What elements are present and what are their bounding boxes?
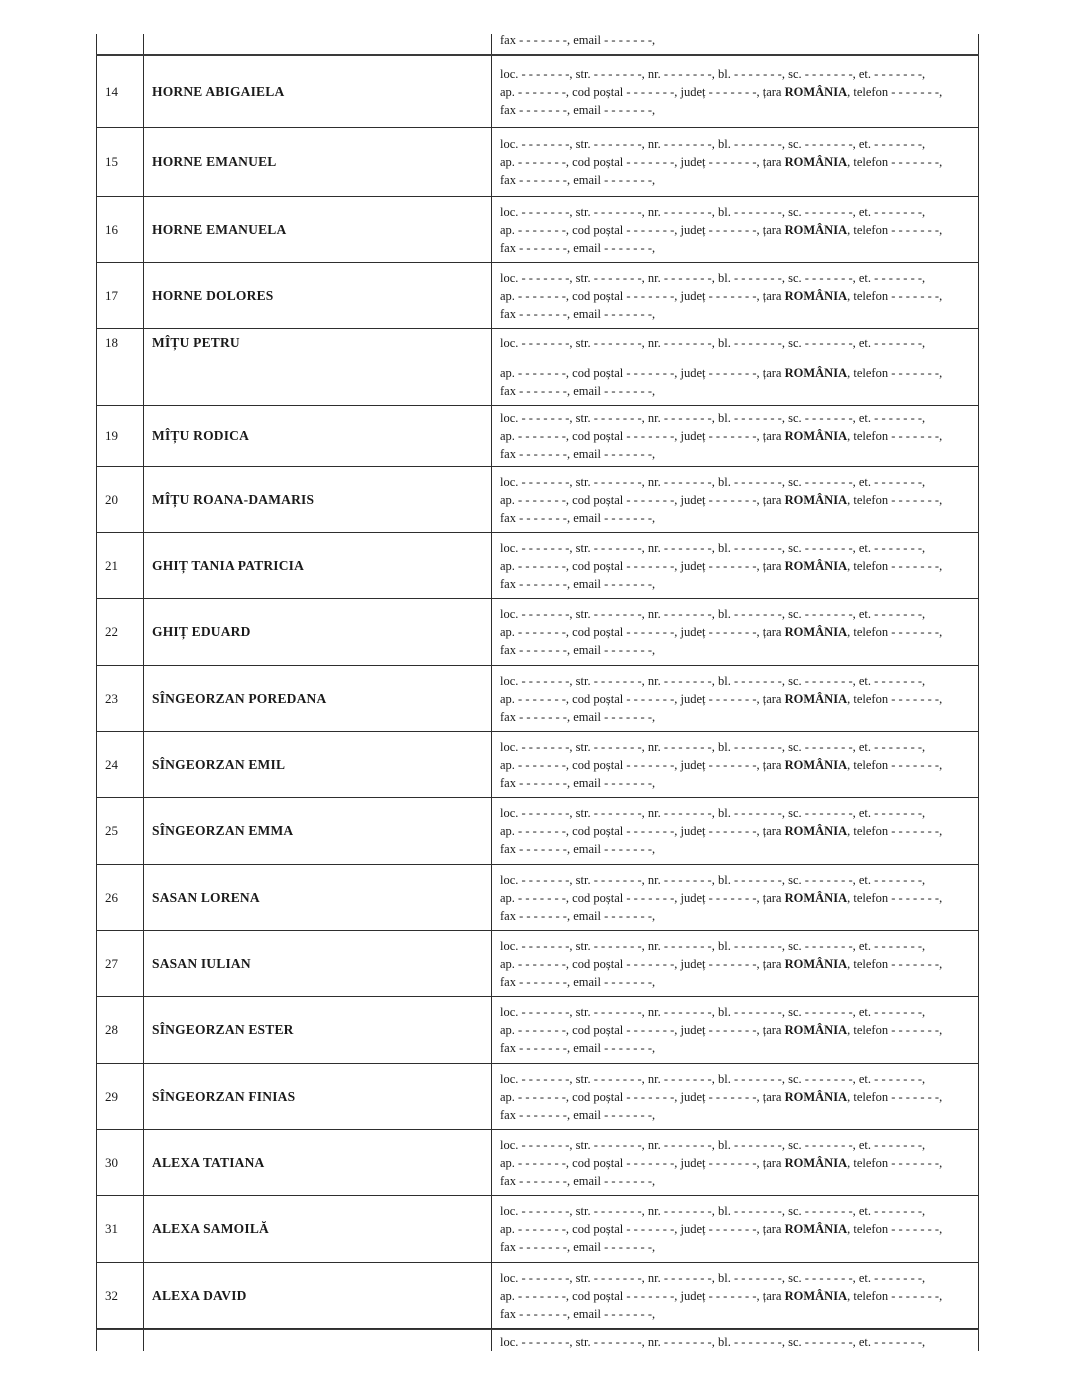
- address-line-3: fax - - - - - - -, email - - - - - - -,: [500, 102, 656, 117]
- country-label: ROMÂNIA: [784, 757, 848, 772]
- address-line-2-suffix: , telefon - - - - - - -,: [847, 84, 943, 99]
- address-line-2: [500, 427, 974, 445]
- person-name-cell: [144, 865, 492, 930]
- row-number-cell: [96, 329, 144, 405]
- address-line-2-suffix: , telefon - - - - - - -,: [847, 757, 943, 772]
- row-number-cell: [96, 197, 144, 262]
- country-label: ROMÂNIA: [784, 824, 848, 838]
- address-line-2: [500, 557, 974, 575]
- address-line-1: loc. - - - - - - -, str. - - - - - - -, nr. - - - - - - -, bl. - - - - - - -, sc. - - - - - - -, et. - - - - - - -,: [500, 540, 926, 555]
- address-line-1: loc. - - - - - - -, str. - - - - - - -, nr. - - - - - - -, bl. - - - - - - -, sc. - - - - - - -, et. - - - - - - -,: [500, 1204, 926, 1218]
- address-cell: [492, 34, 979, 54]
- address-line-1: loc. - - - - - - -, str. - - - - - - -, nr. - - - - - - -, bl. - - - - - - -, sc. - - - - - - -, et. - - - - - - -,: [500, 270, 926, 285]
- row-number: 30: [105, 1154, 118, 1170]
- address-line-2-prefix: ap. - - - - - - -, cod poștal - - - - - - -, județ - - - - - - -, țara: [500, 757, 785, 772]
- person-name-cell: [144, 263, 492, 328]
- address-line-2-suffix: , telefon - - - - - - -,: [847, 1155, 943, 1170]
- row-number-cell: [96, 34, 144, 54]
- address-line-2-prefix: ap. - - - - - - -, cod poștal - - - - - - -, județ - - - - - - -, țara: [500, 155, 785, 169]
- row-number: 26: [105, 889, 118, 905]
- person-name: SÎNGEORZAN EMMA: [152, 823, 294, 838]
- person-name-cell: [144, 599, 492, 665]
- row-number: 24: [105, 756, 118, 772]
- address-cell: [492, 1263, 979, 1328]
- address-cell: [492, 931, 979, 996]
- address-cell: [492, 263, 979, 328]
- country-label: ROMÂNIA: [784, 288, 848, 303]
- address-cell: [492, 798, 979, 864]
- table-row: [96, 666, 979, 732]
- address-line-2: [500, 364, 974, 382]
- address-line-2-prefix: ap. - - - - - - -, cod poștal - - - - - - -, județ - - - - - - -, țara: [500, 366, 785, 380]
- person-name-cell: [144, 1263, 492, 1328]
- address-line-2-suffix: , telefon - - - - - - -,: [847, 366, 943, 380]
- address-line-2: [500, 889, 974, 907]
- address-line-2-suffix: , telefon - - - - - - -,: [847, 429, 943, 443]
- address-cell: [492, 732, 979, 797]
- row-number: 20: [105, 491, 118, 507]
- address-line-2: [500, 1154, 974, 1172]
- row-number-cell: [96, 1330, 144, 1351]
- table-row: [96, 128, 979, 197]
- row-number: 29: [105, 1088, 118, 1104]
- person-name: HORNE ABIGAIELA: [152, 83, 285, 99]
- country-label: ROMÂNIA: [784, 890, 848, 905]
- address-line-3: fax - - - - - - -, email - - - - - - -,: [500, 643, 656, 657]
- table-row: [96, 263, 979, 329]
- address-line-2-suffix: , telefon - - - - - - -,: [847, 222, 943, 237]
- address-line-1: loc. - - - - - - -, str. - - - - - - -, nr. - - - - - - -, bl. - - - - - - -, sc. - - - - - - -, et. - - - - - - -,: [500, 806, 926, 820]
- person-name: HORNE EMANUEL: [152, 154, 277, 169]
- country-label: ROMÂNIA: [784, 956, 848, 971]
- address-line-3: fax - - - - - - -, email - - - - - - -,: [500, 1173, 656, 1188]
- address-line-3: fax - - - - - - -, email - - - - - - -,: [500, 510, 656, 525]
- row-number-cell: [96, 1263, 144, 1328]
- person-name-cell: [144, 34, 492, 54]
- person-name-cell: [144, 1064, 492, 1129]
- address-cell: [492, 865, 979, 930]
- row-number-cell: [96, 1196, 144, 1262]
- address-line-1: loc. - - - - - - -, str. - - - - - - -, nr. - - - - - - -, bl. - - - - - - -, sc. - - - - - - -, et. - - - - - - -,: [500, 411, 926, 425]
- person-name: MÎȚU RODICA: [152, 428, 250, 443]
- person-name: HORNE DOLORES: [152, 287, 274, 303]
- row-number-cell: [96, 406, 144, 466]
- row-number: 18: [105, 335, 118, 350]
- person-name: GHIȚ EDUARD: [152, 624, 251, 639]
- person-name: MÎȚU ROANA-DAMARIS: [152, 491, 315, 507]
- address-line-2-prefix: ap. - - - - - - -, cod poștal - - - - - - -, județ - - - - - - -, țara: [500, 1288, 785, 1303]
- row-number-cell: [96, 263, 144, 328]
- country-label: ROMÂNIA: [784, 366, 848, 380]
- table-row: [96, 798, 979, 865]
- country-label: ROMÂNIA: [784, 1155, 848, 1170]
- address-line-2-prefix: ap. - - - - - - -, cod poștal - - - - - - -, județ - - - - - - -, țara: [500, 1222, 785, 1236]
- person-name-cell: [144, 732, 492, 797]
- table-row: [96, 931, 979, 997]
- address-cell: [492, 56, 979, 127]
- address-line-2-suffix: , telefon - - - - - - -,: [847, 824, 943, 838]
- address-line-fax-email-clipped: fax - - - - - - -, email - - - - - - -,: [500, 34, 656, 47]
- address-line-2-suffix: , telefon - - - - - - -,: [847, 155, 943, 169]
- address-line-2: [500, 1021, 974, 1039]
- address-line-2: [500, 287, 974, 305]
- address-line-1: loc. - - - - - - -, str. - - - - - - -, nr. - - - - - - -, bl. - - - - - - -, sc. - - - - - - -, et. - - - - - - -,: [500, 1137, 926, 1152]
- address-cell: [492, 197, 979, 262]
- person-name: SÎNGEORZAN EMIL: [152, 756, 286, 772]
- row-number-cell: [96, 599, 144, 665]
- address-line-3: fax - - - - - - -, email - - - - - - -,: [500, 384, 656, 398]
- person-name-cell: [144, 197, 492, 262]
- address-line-1: loc. - - - - - - -, str. - - - - - - -, nr. - - - - - - -, bl. - - - - - - -, sc. - - - - - - -, et. - - - - - - -,: [500, 1071, 926, 1086]
- address-line-2-prefix: ap. - - - - - - -, cod poștal - - - - - - -, județ - - - - - - -, țara: [500, 222, 785, 237]
- country-label: ROMÂNIA: [784, 222, 848, 237]
- address-line-2-suffix: , telefon - - - - - - -,: [847, 558, 943, 573]
- row-number: 27: [105, 955, 118, 971]
- table-row: [96, 1196, 979, 1263]
- address-cell: [492, 1130, 979, 1195]
- address-line-2: [500, 1220, 974, 1238]
- address-line-2-prefix: ap. - - - - - - -, cod poștal - - - - - - -, județ - - - - - - -, țara: [500, 625, 785, 639]
- row-number-cell: [96, 1064, 144, 1129]
- address-line-2-suffix: , telefon - - - - - - -,: [847, 1288, 943, 1303]
- row-number-cell: [96, 931, 144, 996]
- address-line-1: loc. - - - - - - -, str. - - - - - - -, nr. - - - - - - -, bl. - - - - - - -, sc. - - - - - - -, et. - - - - - - -,: [500, 1270, 926, 1285]
- address-line-2: [500, 153, 974, 171]
- address-line-3: fax - - - - - - -, email - - - - - - -,: [500, 709, 656, 724]
- address-cell: [492, 1330, 979, 1351]
- address-line-2-prefix: ap. - - - - - - -, cod poștal - - - - - - -, județ - - - - - - -, țara: [500, 824, 785, 838]
- person-name-cell: [144, 1196, 492, 1262]
- person-name: SASAN IULIAN: [152, 955, 251, 971]
- address-line-2-prefix: ap. - - - - - - -, cod poștal - - - - - - -, județ - - - - - - -, țara: [500, 691, 785, 706]
- row-number: 15: [105, 154, 118, 169]
- person-name-cell: [144, 997, 492, 1063]
- person-name-cell: [144, 406, 492, 466]
- address-line-3: fax - - - - - - -, email - - - - - - -,: [500, 842, 656, 856]
- contact-list-table: [96, 34, 979, 1351]
- address-cell: [492, 467, 979, 532]
- address-cell: [492, 533, 979, 598]
- row-number-cell: [96, 666, 144, 731]
- row-number: 32: [105, 1287, 118, 1303]
- row-number: 23: [105, 690, 118, 706]
- address-line-2: [500, 955, 974, 973]
- person-name-cell: [144, 1130, 492, 1195]
- country-label: ROMÂNIA: [784, 84, 848, 99]
- address-line-2: [500, 756, 974, 774]
- row-number: 21: [105, 557, 118, 573]
- person-name-cell: [144, 1330, 492, 1351]
- address-line-3: fax - - - - - - -, email - - - - - - -,: [500, 908, 656, 923]
- address-line-1: loc. - - - - - - -, str. - - - - - - -, nr. - - - - - - -, bl. - - - - - - -, sc. - - - - - - -, et. - - - - - - -,: [500, 872, 926, 887]
- address-line-2-prefix: ap. - - - - - - -, cod poștal - - - - - - -, județ - - - - - - -, țara: [500, 1023, 785, 1037]
- address-line-2: [500, 221, 974, 239]
- address-line-2-prefix: ap. - - - - - - -, cod poștal - - - - - - -, județ - - - - - - -, țara: [500, 1089, 785, 1104]
- address-line-1: loc. - - - - - - -, str. - - - - - - -, nr. - - - - - - -, bl. - - - - - - -, sc. - - - - - - -, et. - - - - - - -,: [500, 137, 926, 151]
- address-line-2: [500, 1287, 974, 1305]
- address-line-2-suffix: , telefon - - - - - - -,: [847, 890, 943, 905]
- table-row: [96, 197, 979, 263]
- address-cell: [492, 406, 979, 466]
- address-line-2: [500, 822, 974, 840]
- person-name: ALEXA SAMOILĂ: [152, 1221, 269, 1236]
- table-row: [96, 599, 979, 666]
- country-label: ROMÂNIA: [784, 558, 848, 573]
- table-row: [96, 1064, 979, 1130]
- country-label: ROMÂNIA: [784, 1089, 848, 1104]
- address-line-2: [500, 623, 974, 641]
- person-name-cell: [144, 931, 492, 996]
- person-name: SÎNGEORZAN ESTER: [152, 1022, 294, 1037]
- table-row: [96, 467, 979, 533]
- address-line-3: fax - - - - - - -, email - - - - - - -,: [500, 1107, 656, 1122]
- country-label: ROMÂNIA: [784, 691, 848, 706]
- person-name-cell: [144, 56, 492, 127]
- row-number: 22: [105, 624, 118, 639]
- row-number-cell: [96, 56, 144, 127]
- address-line-1: loc. - - - - - - -, str. - - - - - - -, nr. - - - - - - -, bl. - - - - - - -, sc. - - - - - - -, et. - - - - - - -,: [500, 673, 926, 688]
- row-number: 17: [105, 287, 118, 303]
- address-line-2-prefix: ap. - - - - - - -, cod poștal - - - - - - -, județ - - - - - - -, țara: [500, 84, 785, 99]
- person-name: ALEXA TATIANA: [152, 1154, 265, 1170]
- address-line-3: fax - - - - - - -, email - - - - - - -,: [500, 974, 656, 989]
- address-line-2: [500, 1088, 974, 1106]
- address-line-2-prefix: ap. - - - - - - -, cod poștal - - - - - - -, județ - - - - - - -, țara: [500, 558, 785, 573]
- address-line-3: fax - - - - - - -, email - - - - - - -,: [500, 775, 656, 790]
- person-name-cell: [144, 329, 492, 405]
- row-number-cell: [96, 533, 144, 598]
- table-row: [96, 732, 979, 798]
- table-row: [96, 865, 979, 931]
- address-line-2-prefix: ap. - - - - - - -, cod poștal - - - - - - -, județ - - - - - - -, țara: [500, 492, 785, 507]
- country-label: ROMÂNIA: [784, 1222, 848, 1236]
- table-rows: [96, 56, 979, 1329]
- address-line-3: fax - - - - - - -, email - - - - - - -,: [500, 447, 656, 461]
- address-line-2: [500, 491, 974, 509]
- address-line-1: loc. - - - - - - -, str. - - - - - - -, nr. - - - - - - -, bl. - - - - - - -, sc. - - - - - - -, et. - - - - - - -,: [500, 938, 926, 953]
- address-line-3: fax - - - - - - -, email - - - - - - -,: [500, 1240, 656, 1254]
- row-number-cell: [96, 1130, 144, 1195]
- country-label: ROMÂNIA: [784, 155, 848, 169]
- address-line-2-suffix: , telefon - - - - - - -,: [847, 288, 943, 303]
- person-name: SÎNGEORZAN POREDANA: [152, 690, 327, 706]
- address-line-2-suffix: , telefon - - - - - - -,: [847, 691, 943, 706]
- person-name: GHIȚ TANIA PATRICIA: [152, 557, 305, 573]
- person-name: SÎNGEORZAN FINIAS: [152, 1088, 296, 1104]
- address-line-1: loc. - - - - - - -, str. - - - - - - -, nr. - - - - - - -, bl. - - - - - - -, sc. - - - - - - -, et. - - - - - - -,: [500, 607, 926, 621]
- table-row: [96, 1263, 979, 1329]
- address-cell: [492, 599, 979, 665]
- address-cell: [492, 997, 979, 1063]
- address-line-2-prefix: ap. - - - - - - -, cod poștal - - - - - - -, județ - - - - - - -, țara: [500, 288, 785, 303]
- row-number-cell: [96, 732, 144, 797]
- table-row: [96, 1130, 979, 1196]
- address-cell: [492, 666, 979, 731]
- row-number-cell: [96, 467, 144, 532]
- address-line-1: loc. - - - - - - -, str. - - - - - - -, nr. - - - - - - -, bl. - - - - - - -, sc. - - - - - - -, et. - - - - - - -,: [500, 204, 926, 219]
- table-row-partial-bottom: [96, 1329, 979, 1351]
- country-label: ROMÂNIA: [784, 625, 848, 639]
- person-name-cell: [144, 467, 492, 532]
- table-row: [96, 329, 979, 406]
- person-name: HORNE EMANUELA: [152, 221, 287, 237]
- table-row: [96, 406, 979, 467]
- address-cell: [492, 128, 979, 196]
- address-line-1: loc. - - - - - - -, str. - - - - - - -, nr. - - - - - - -, bl. - - - - - - -, sc. - - - - - - -, et. - - - - - - -,: [500, 1005, 926, 1019]
- row-number-cell: [96, 798, 144, 864]
- address-line-2: [500, 690, 974, 708]
- address-line-2: [500, 83, 974, 101]
- address-line-2-suffix: , telefon - - - - - - -,: [847, 1089, 943, 1104]
- address-line-2-suffix: , telefon - - - - - - -,: [847, 625, 943, 639]
- row-number: 14: [105, 83, 118, 99]
- address-line-2-suffix: , telefon - - - - - - -,: [847, 1222, 943, 1236]
- address-line-2-prefix: ap. - - - - - - -, cod poștal - - - - - - -, județ - - - - - - -, țara: [500, 1155, 785, 1170]
- row-number: 31: [105, 1221, 118, 1236]
- table-row: [96, 533, 979, 599]
- row-number: 28: [105, 1022, 118, 1037]
- address-line-1: loc. - - - - - - -, str. - - - - - - -, nr. - - - - - - -, bl. - - - - - - -, sc. - - - - - - -, et. - - - - - - -,: [500, 66, 926, 81]
- person-name-cell: [144, 798, 492, 864]
- address-line-3: fax - - - - - - -, email - - - - - - -,: [500, 306, 656, 321]
- row-number: 16: [105, 221, 118, 237]
- row-number-cell: [96, 128, 144, 196]
- row-number: 25: [105, 823, 118, 838]
- address-line-2-suffix: , telefon - - - - - - -,: [847, 956, 943, 971]
- address-line-3: fax - - - - - - -, email - - - - - - -,: [500, 1306, 656, 1321]
- address-line-2-prefix: ap. - - - - - - -, cod poștal - - - - - - -, județ - - - - - - -, țara: [500, 890, 785, 905]
- person-name-cell: [144, 666, 492, 731]
- country-label: ROMÂNIA: [784, 429, 848, 443]
- address-line-1: loc. - - - - - - -, str. - - - - - - -, nr. - - - - - - -, bl. - - - - - - -, sc. - - - - - - -, et. - - - - - - -,: [500, 474, 926, 489]
- address-line-3: fax - - - - - - -, email - - - - - - -,: [500, 1041, 656, 1055]
- address-line-2-suffix: , telefon - - - - - - -,: [847, 492, 943, 507]
- address-cell: [492, 329, 979, 405]
- address-cell: [492, 1064, 979, 1129]
- table-row-partial-top: [96, 34, 979, 56]
- address-line-3: fax - - - - - - -, email - - - - - - -,: [500, 576, 656, 591]
- table-row: [96, 56, 979, 128]
- person-name-cell: [144, 128, 492, 196]
- country-label: ROMÂNIA: [784, 1288, 848, 1303]
- country-label: ROMÂNIA: [784, 492, 848, 507]
- person-name-cell: [144, 533, 492, 598]
- address-line-loc-clipped: loc. - - - - - - -, str. - - - - - - -, nr. - - - - - - -, bl. - - - - - - -, sc. - - - - - - -, et. - - - - - - -,: [500, 1335, 926, 1349]
- person-name: SASAN LORENA: [152, 889, 260, 905]
- table-row: [96, 997, 979, 1064]
- row-number: 19: [105, 428, 118, 443]
- row-number-cell: [96, 997, 144, 1063]
- person-name: MÎȚU PETRU: [152, 335, 240, 350]
- person-name: ALEXA DAVID: [152, 1287, 247, 1303]
- address-line-3: fax - - - - - - -, email - - - - - - -,: [500, 173, 656, 187]
- address-line-1: loc. - - - - - - -, str. - - - - - - -, nr. - - - - - - -, bl. - - - - - - -, sc. - - - - - - -, et. - - - - - - -,: [500, 739, 926, 754]
- row-number-cell: [96, 865, 144, 930]
- address-line-1: loc. - - - - - - -, str. - - - - - - -, nr. - - - - - - -, bl. - - - - - - -, sc. - - - - - - -, et. - - - - - - -,: [500, 336, 926, 350]
- country-label: ROMÂNIA: [784, 1023, 848, 1037]
- address-line-3: fax - - - - - - -, email - - - - - - -,: [500, 240, 656, 255]
- address-cell: [492, 1196, 979, 1262]
- address-line-2-suffix: , telefon - - - - - - -,: [847, 1023, 943, 1037]
- address-line-2-prefix: ap. - - - - - - -, cod poștal - - - - - - -, județ - - - - - - -, țara: [500, 956, 785, 971]
- address-line-2-prefix: ap. - - - - - - -, cod poștal - - - - - - -, județ - - - - - - -, țara: [500, 429, 785, 443]
